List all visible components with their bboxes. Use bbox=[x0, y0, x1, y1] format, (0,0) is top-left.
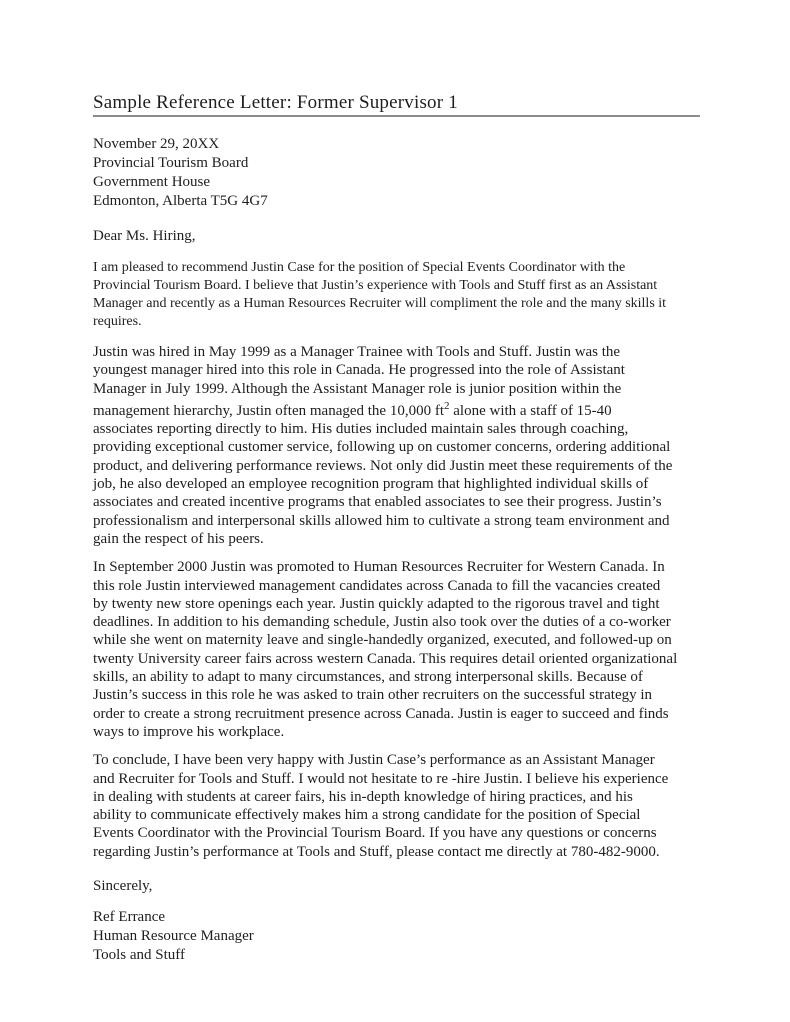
text-line: gain the respect of his peers. bbox=[93, 530, 264, 547]
text-line: while she went on maternity leave and single-handedly organized, executed, and followed-up on bbox=[93, 632, 672, 649]
text-line: associates and created incentive programs that enabled associates to see their progress. Justin’s bbox=[93, 494, 662, 511]
text-line: Manager in July 1999. Although the Assistant Manager role is junior position within the bbox=[93, 380, 622, 397]
address-block bbox=[93, 135, 715, 211]
text-line: in dealing with students at career fairs, his in-depth knowledge of hiring practices, and his bbox=[93, 788, 633, 805]
paragraph-assistant-manager bbox=[93, 343, 715, 548]
text-line: twenty University career fairs across western Canada. This requires detail oriented organizational bbox=[93, 650, 678, 667]
closing: Sincerely, bbox=[93, 878, 153, 895]
text-line: Provincial Tourism Board. I believe that Justin’s experience with Tools and Stuff first as an Assistant bbox=[93, 278, 658, 293]
text-line: ability to communicate effectively makes him a strong candidate for the position of Special bbox=[93, 807, 641, 824]
text-line: regarding Justin’s performance at Tools and Stuff, please contact me directly at 780-482-9000. bbox=[93, 843, 660, 860]
text-line: professionalism and interpersonal skills allowed him to cultivate a strong team environment and bbox=[93, 512, 670, 529]
text-line: Manager and recently as a Human Resources Recruiter will compliment the role and the many skills it bbox=[93, 296, 667, 311]
text-line: Provincial Tourism Board bbox=[93, 155, 249, 171]
recipient-address bbox=[93, 154, 715, 211]
text-line: providing exceptional customer service, following up on customer concerns, ordering additional bbox=[93, 439, 671, 456]
salutation: Dear Ms. Hiring, bbox=[93, 228, 196, 244]
paragraph-conclusion bbox=[93, 751, 715, 861]
text-line: In September 2000 Justin was promoted to Human Resources Recruiter for Western Canada. In bbox=[93, 559, 665, 576]
text-line: youngest manager hired into this role in Canada. He progressed into the role of Assistant bbox=[93, 362, 625, 379]
superscript: 2 bbox=[444, 399, 450, 412]
letter-date: November 29, 20XX bbox=[93, 136, 220, 152]
page-title: Sample Reference Letter: Former Supervisor 1 bbox=[93, 92, 458, 113]
text-line: To conclude, I have been very happy with Justin Case’s performance as an Assistant Manager bbox=[93, 752, 655, 769]
text-line: ways to improve his workplace. bbox=[93, 723, 285, 740]
signature-block bbox=[93, 908, 715, 965]
text-line: deadlines. In addition to his demanding schedule, Justin also took over the duties of a co-worker bbox=[93, 614, 671, 631]
text-line: Tools and Stuff bbox=[93, 947, 186, 964]
paragraph-introduction bbox=[93, 259, 715, 331]
letter-header bbox=[93, 93, 715, 117]
text-line: I am pleased to recommend Justin Case for the position of Special Events Coordinator with the bbox=[93, 260, 626, 275]
title-rule bbox=[93, 115, 700, 117]
text-line: and Recruiter for Tools and Stuff. I would not hesitate to re -hire Justin. I believe his experience bbox=[93, 770, 669, 787]
text-line: job, he also developed an employee recognition program that highlighted individual skills of bbox=[93, 476, 649, 493]
text-line: skills, an ability to adapt to many circumstances, and strong interpersonal skills. Because of bbox=[93, 669, 643, 686]
text-line: Ref Errance bbox=[93, 909, 166, 926]
text-line: Events Coordinator with the Provincial Tourism Board. If you have any questions or concerns bbox=[93, 825, 657, 842]
text-line: product, and delivering performance reviews. Not only did Justin meet these requirements of the bbox=[93, 457, 673, 474]
text-line: Government House bbox=[93, 174, 211, 190]
text-line: by twenty new store openings each year. Justin quickly adapted to the rigorous travel and tight bbox=[93, 595, 660, 612]
text-line: Justin was hired in May 1999 as a Manager Trainee with Tools and Stuff. Justin was the bbox=[93, 344, 621, 360]
text-line: Human Resource Manager bbox=[93, 928, 254, 945]
text-line: this role Justin interviewed management candidates across Canada to fill the vacancies created bbox=[93, 577, 661, 594]
text-line: associates reporting directly to him. His duties included maintain sales through coaching, bbox=[93, 421, 629, 438]
text-line: Justin’s success in this role he was asked to train other recruiters on the successful strategy in bbox=[93, 687, 653, 704]
text-line: requires. bbox=[93, 314, 142, 329]
paragraph-recruiter bbox=[93, 558, 715, 741]
text-line: management hierarchy, Justin often managed the 10,000 $ft^2$ alone with a staff of 15-40 bbox=[93, 399, 612, 419]
text-line: Edmonton, Alberta T5G 4G7 bbox=[93, 193, 268, 209]
text-line: order to create a strong recruitment presence across Canada. Justin is eager to succeed and finds bbox=[93, 705, 669, 722]
